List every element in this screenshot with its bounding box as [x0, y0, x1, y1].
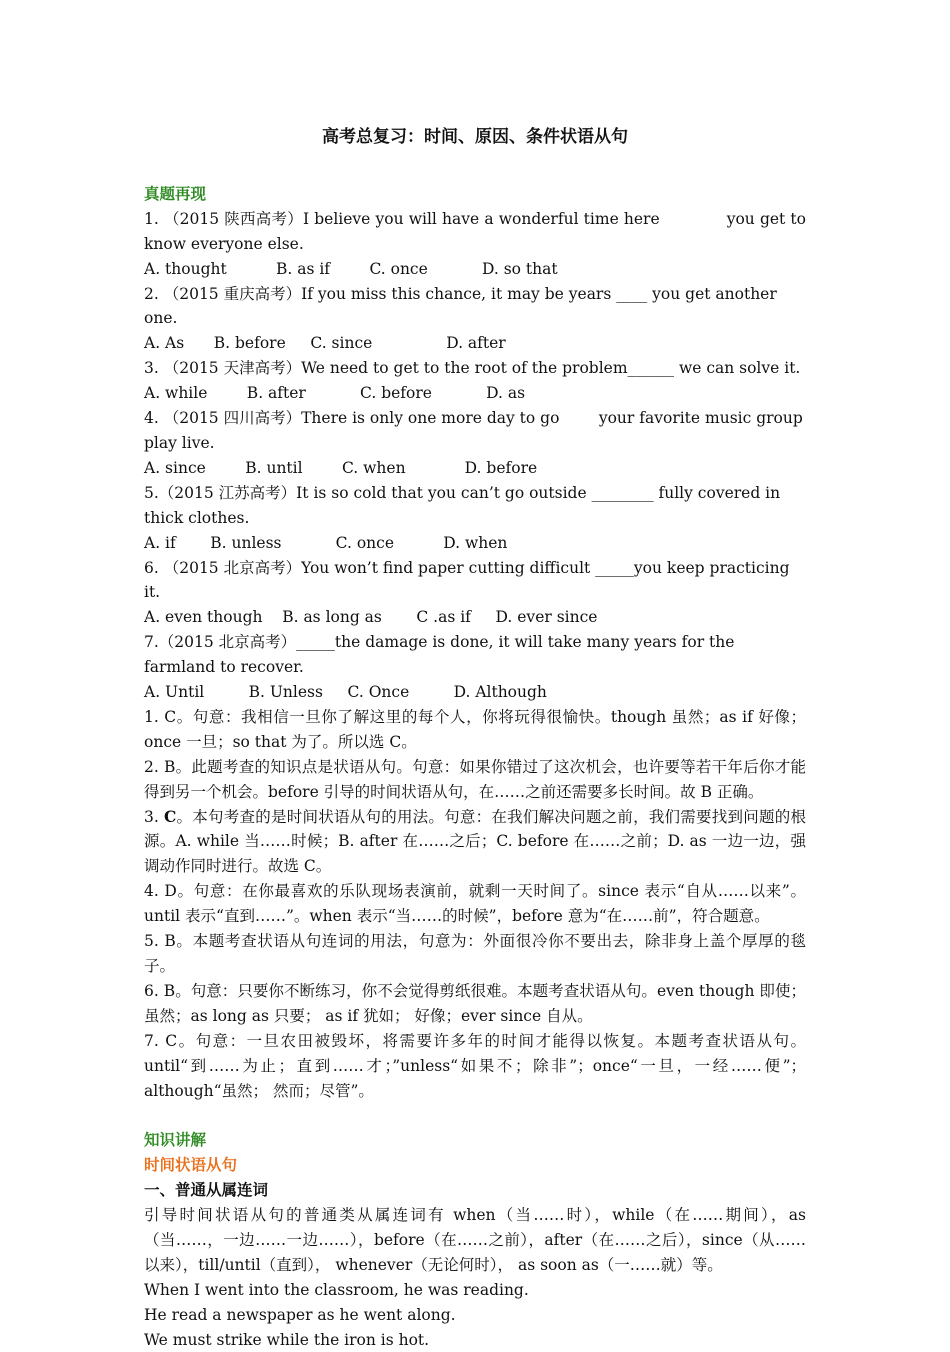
question-7-options: A. Until B. Unless C. Once D. Although: [144, 683, 547, 702]
question-5-stem: 5.（2015 江苏高考）It is so cold that you can’t go outside ________ fully covered in thick clothes.: [144, 483, 786, 527]
document-page: [144, 120, 811, 1352]
answer-3-number: 3.: [144, 807, 164, 826]
question-3-stem: 3. （2015 天津高考）We need to get to the root of the problem______ we can solve it.: [144, 359, 801, 378]
question-3-options: A. while B. after C. before D. as: [144, 384, 526, 403]
question-4-stem: 4. （2015 四川高考）There is only one more day to go your favorite music group play live.: [144, 409, 808, 452]
answer-1: 1. C。句意：我相信一旦你了解这里的每个人，你将玩得很愉快。though 虽然；as if 好像；once 一旦；so that 为了。所以选 C。: [144, 707, 806, 751]
subheading-time-clauses: 时间状语从句: [144, 1155, 238, 1175]
section-heading-knowledge: 知识讲解: [144, 1130, 207, 1150]
question-2-stem: 2. （2015 重庆高考）If you miss this chance, it may be years ____ you get another one.: [144, 284, 782, 328]
example-sentence-1: When I went into the classroom, he was reading.: [144, 1280, 529, 1299]
section-heading-real-exams: 真题再现: [144, 183, 207, 203]
point-heading-conjunctions: 一、普通从属连词: [144, 1180, 269, 1200]
answer-3: [144, 805, 806, 880]
answer-7: 7. C。句意：一旦农田被毁坏，将需要许多年的时间才能得以恢复。本题考查状语从句。until“到……为止；直到……才；”unless“如果不；除非”；once“一旦，一经……便”；although“虽然； 然而；尽管”。: [144, 1031, 806, 1100]
question-7-stem: 7.（2015 北京高考）_____the damage is done, it will take many years for the farmland to recover.: [144, 633, 740, 677]
example-sentence-2: He read a newspaper as he went along.: [144, 1305, 456, 1324]
answer-3-letter: C: [163, 806, 177, 826]
example-sentence-3: We must strike while the iron is hot.: [144, 1330, 430, 1349]
answer-2: 2. B。此题考查的知识点是状语从句。句意：如果你错过了这次机会，也许要等若干年后你才能得到另一个机会。before 引导的时间状语从句，在……之前还需要多长时间。故 B 正确。: [144, 757, 806, 801]
answer-4: 4. D。句意：在你最喜欢的乐队现场表演前，就剩一天时间了。since 表示“自从……以来”。until 表示“直到……”。when 表示“当……的时候”，before 意为“在……前”，符合题意。: [144, 882, 806, 926]
question-6-options: A. even though B. as long as C .as if D. ever since: [144, 608, 598, 627]
answer-3-text: 。本句考查的是时间状语从句的用法。句意：在我们解决问题之前，我们需要找到问题的根源。A. while 当……时候；B. after 在……之后；C. before 在……之前；D. as 一边一边，强调动作同时进行。故选 C。: [144, 807, 806, 876]
question-1-options: A. thought B. as if C. once D. so that: [144, 259, 558, 278]
answer-5: 5. B。本题考查状语从句连词的用法，句意为：外面很冷你不要出去，除非身上盖个厚厚的毯子。: [144, 932, 806, 975]
document-title: 高考总复习：时间、原因、条件状语从句: [322, 127, 628, 147]
spacer: [144, 1103, 806, 1128]
question-2-options: A. As B. before C. since D. after: [144, 334, 506, 353]
question-5-options: A. if B. unless C. once D. when: [144, 533, 508, 552]
question-1-stem: 1. （2015 陕西高考）I believe you will have a wonderful time here you get to know everyone else.: [144, 209, 811, 253]
question-4-options: A. since B. until C. when D. before: [144, 458, 538, 477]
question-6-stem: 6. （2015 北京高考）You won’t find paper cutting difficult _____you keep practicing it.: [144, 558, 795, 602]
answer-6: 6. B。句意：只要你不断练习，你不会觉得剪纸很难。本题考查状语从句。even though 即使；虽然；as long as 只要； as if 犹如； 好像；ever since 自从。: [144, 981, 806, 1025]
explanation-paragraph: 引导时间状语从句的普通类从属连词有 when（当……时），while（在……期间），as（当……，一边……一边……），before（在……之前），after（在……之后），since（从……以来），till/until（直到）， whenever（无论何时）， as soon as（一……就）等。: [144, 1206, 806, 1274]
